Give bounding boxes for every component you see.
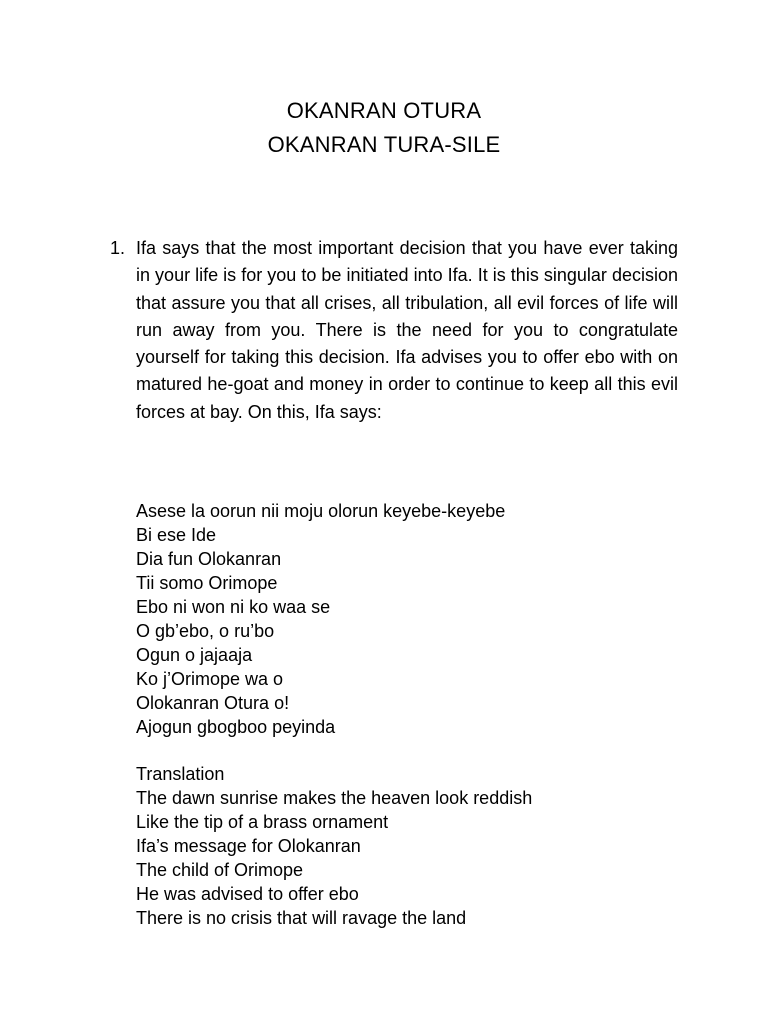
translation-line: The dawn sunrise makes the heaven look reddish	[136, 788, 533, 808]
paragraph-number: 1.	[110, 238, 126, 258]
translation-verse	[136, 762, 532, 930]
translation-line: The child of Orimope	[136, 860, 304, 880]
translation-heading: Translation	[136, 764, 225, 784]
translation-line: He was advised to offer ebo	[136, 884, 359, 904]
verse-line: Olokanran Otura o!	[136, 693, 290, 713]
translation-line: Ifa’s message for Olokanran	[136, 836, 361, 856]
verse-line: Bi ese Ide	[136, 525, 217, 545]
translation-line: Like the tip of a brass ornament	[136, 812, 389, 832]
verse-line: Ajogun gbogboo peyinda	[136, 717, 336, 737]
verse-line: Asese la oorun nii moju olorun keyebe-keyebe	[136, 501, 506, 521]
verse-line: Ogun o jajaaja	[136, 645, 253, 665]
page-subtitle: OKANRAN TURA-SILE	[267, 132, 501, 157]
page-title: OKANRAN OTURA	[286, 98, 482, 123]
verse-line: Ko j’Orimope wa o	[136, 669, 284, 689]
verse-line: Ebo ni won ni ko waa se	[136, 597, 331, 617]
verse-line: Dia fun Olokanran	[136, 549, 282, 569]
translation-line: There is no crisis that will ravage the land	[136, 908, 467, 928]
verse-line: Tii somo Orimope	[136, 573, 278, 593]
verse-line: O gb’ebo, o ru’bo	[136, 621, 275, 641]
numbered-paragraph	[110, 235, 678, 426]
yoruba-verse	[136, 499, 505, 739]
paragraph-text: Ifa says that the most important decision that you have ever taking in your life is for you to be initiated into Ifa. It is this singular decision that assure you that all crises, all tribulation, all evil forces of life will run away from you. There is the need for you to congratulate yourself for taking this decision. Ifa advises you to offer ebo with on matured he-goat and money in order to continue to keep all this evil forces at bay. On this, Ifa says:	[136, 238, 678, 422]
title-block	[0, 94, 768, 162]
